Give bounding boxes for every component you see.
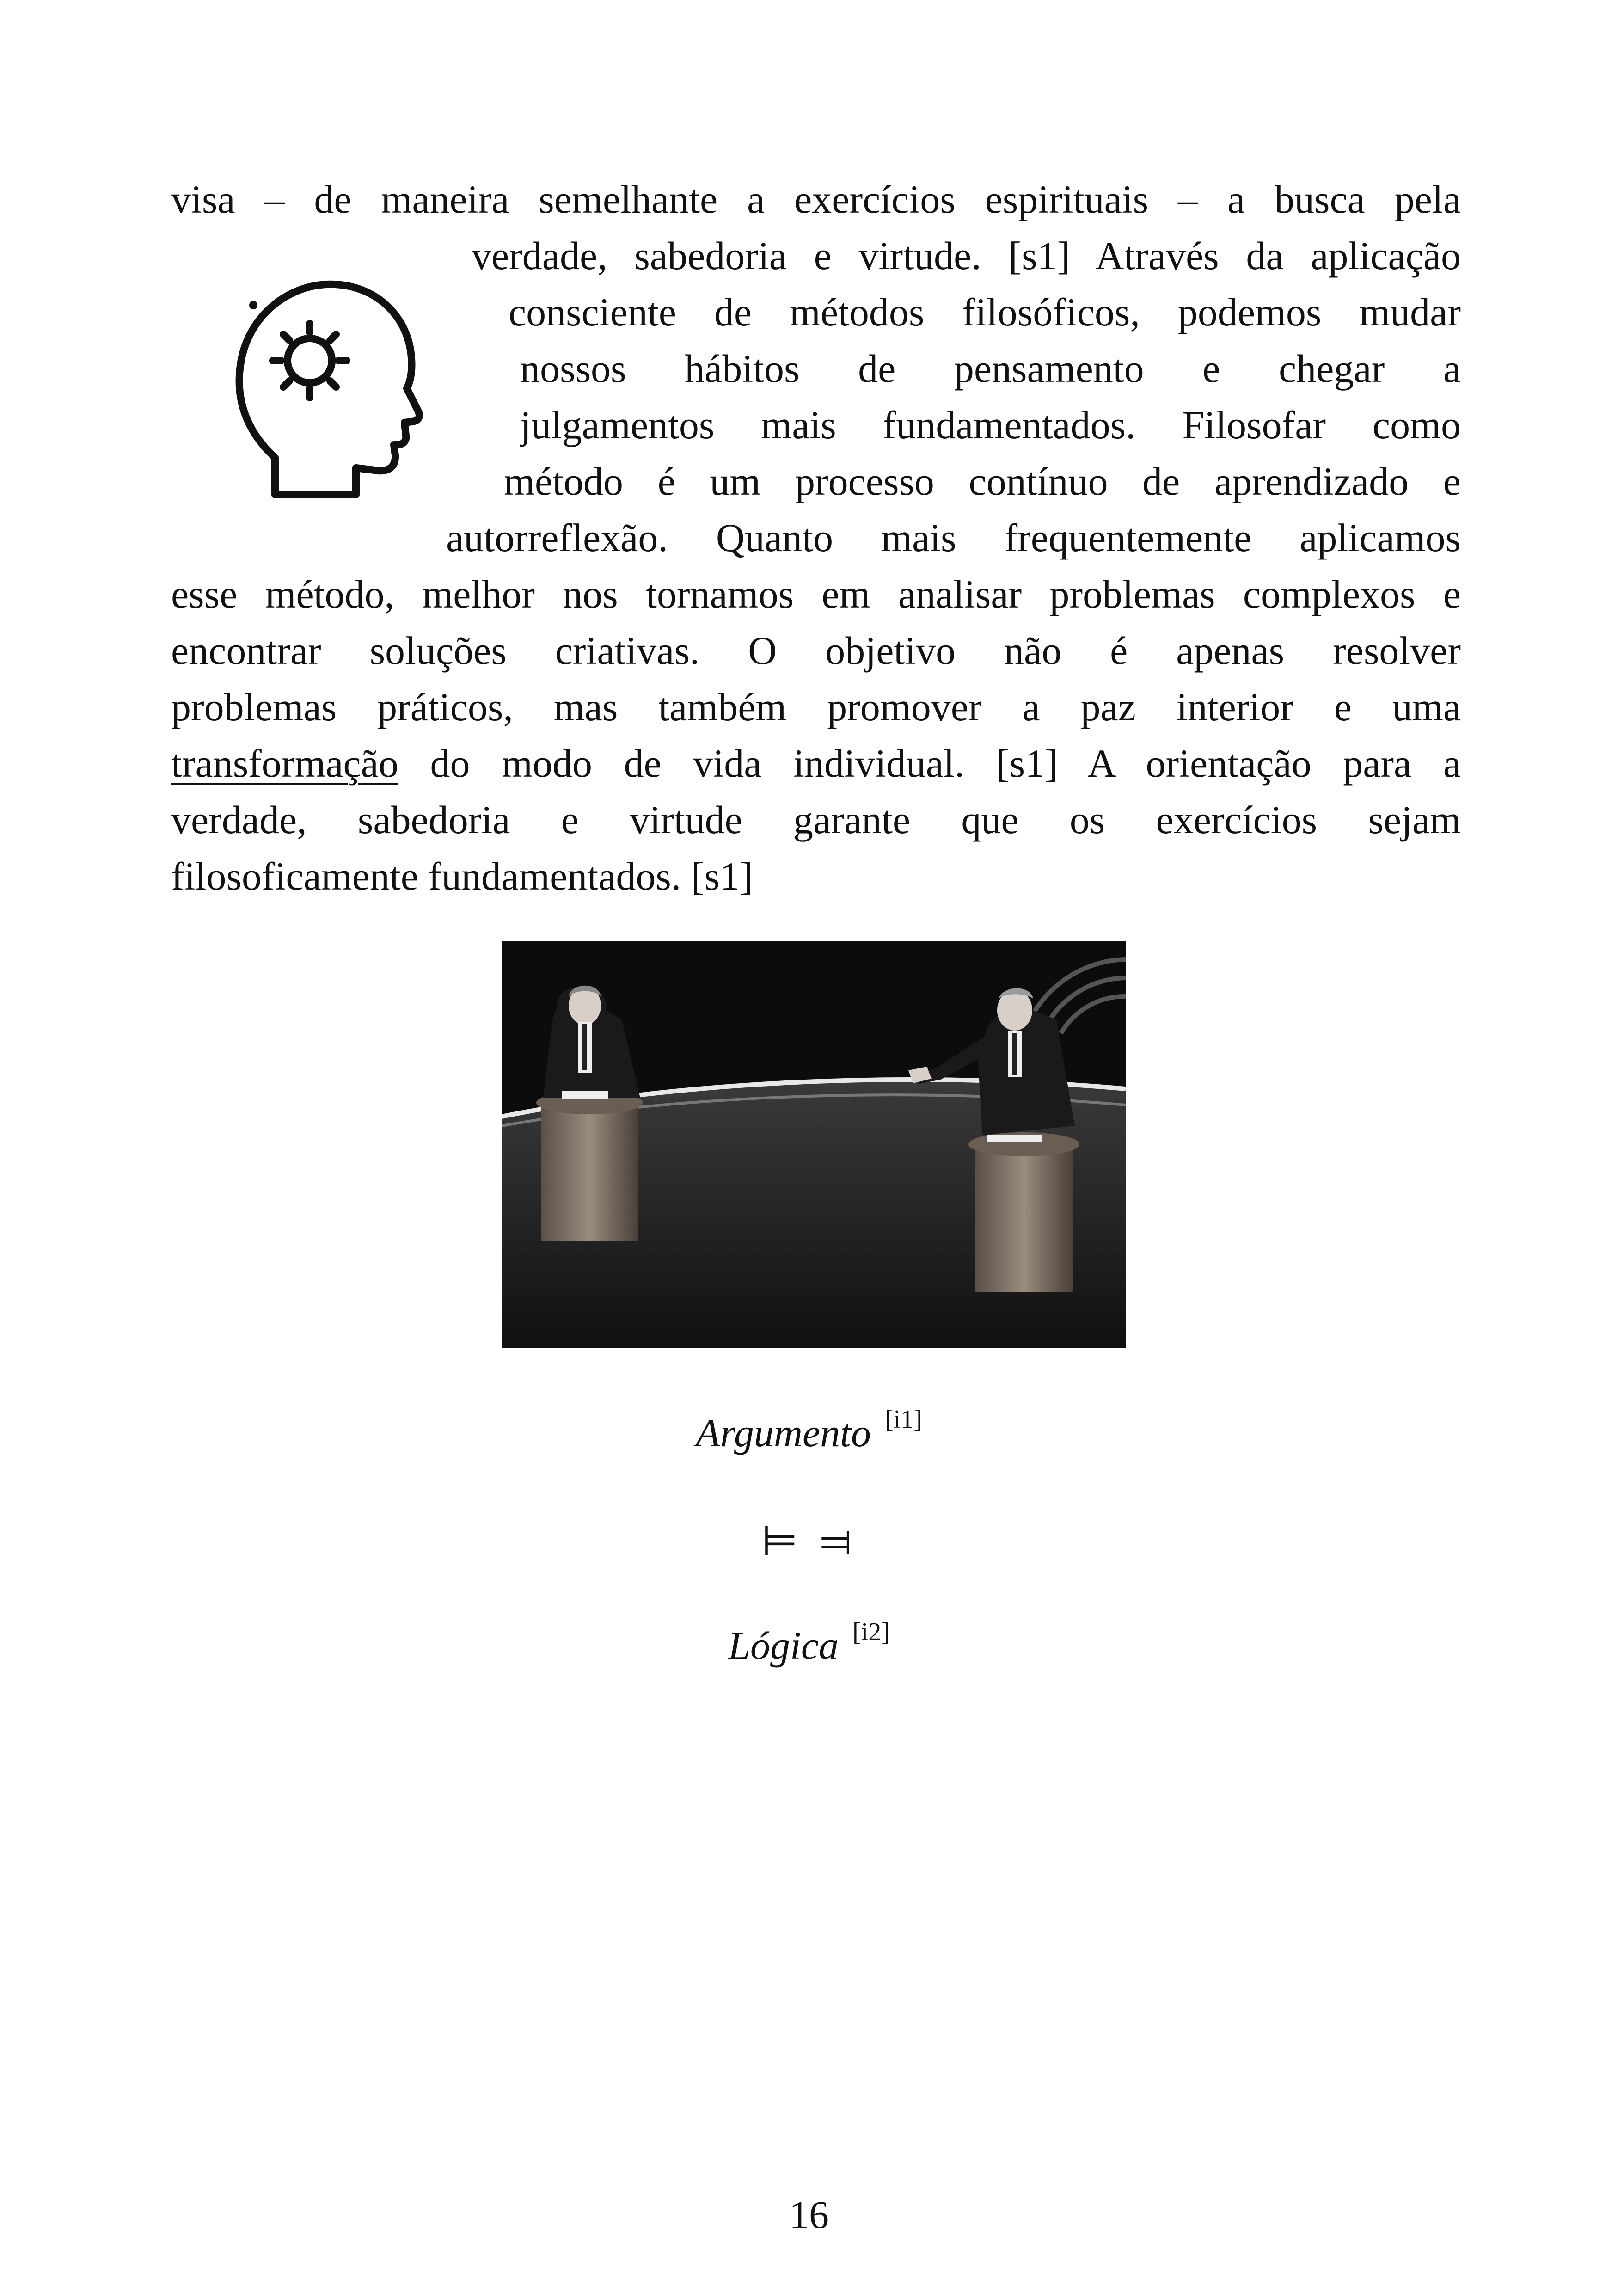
logic-caption-text: Lógica — [728, 1623, 839, 1668]
underlined-word: transformação — [171, 741, 398, 786]
logic-caption — [0, 1609, 1618, 1669]
figure-caption-text: Argumento — [696, 1411, 871, 1455]
debate-photo — [502, 941, 1126, 1348]
text-line: julgamentos mais fundamentados. Filosofar como — [520, 403, 1461, 447]
text-line — [171, 735, 1461, 792]
text-line: filosoficamente fundamentados. [s1] — [171, 854, 753, 898]
text-line: verdade, sabedoria e virtude. [s1] Através da aplicação — [472, 233, 1461, 278]
figure-caption — [0, 1396, 1618, 1456]
text-line: autorreflexão. Quanto mais frequentemente aplicamos — [446, 516, 1461, 560]
text-line: consciente de métodos filosóficos, podemos mudar — [509, 290, 1461, 334]
head-with-sun-icon — [231, 273, 425, 504]
text-line: esse método, melhor nos tornamos em analisar problemas complexos e — [171, 572, 1461, 616]
text-fragment: do modo de vida individual. [s1] A orientação para a — [430, 741, 1461, 786]
text-line: nossos hábitos de pensamento e chegar a — [520, 346, 1461, 391]
logic-symbols: ⊨ ⫤ — [761, 1516, 857, 1565]
page-number: 16 — [789, 2192, 829, 2237]
text-line: método é um processo contínuo de aprendizado e — [504, 459, 1461, 503]
text-line: verdade, sabedoria e virtude garante que os exercícios sejam — [171, 798, 1461, 842]
text-line: visa – de maneira semelhante a exercícios espirituais – a busca pela — [171, 177, 1461, 221]
text-line: problemas práticos, mas também promover a paz interior e uma — [171, 685, 1461, 729]
figure-caption-ref: [i1] — [885, 1405, 922, 1434]
logic-caption-ref: [i2] — [852, 1618, 890, 1646]
text-line: encontrar soluções criativas. O objetivo não é apenas resolver — [171, 628, 1461, 673]
